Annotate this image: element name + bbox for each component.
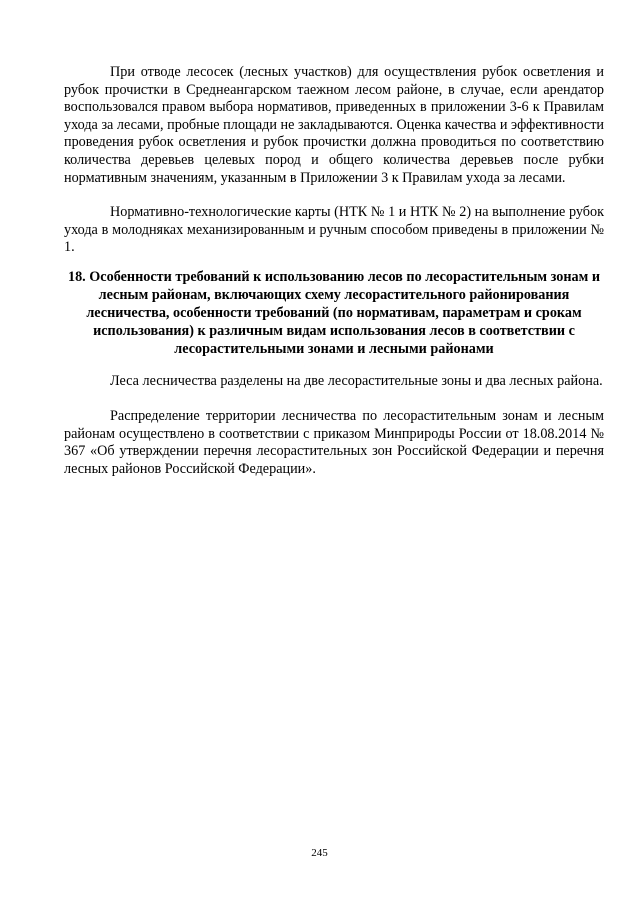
body-paragraph: При отводе лесосек (лесных участков) для осуществления рубок осветления и рубок прочистки в Среднеангарском таежном лесом районе, в случае, если арендатор воспользовался правом выбора нормативов, приведенных в приложении 3-6 к Правилам ухода за лесами, пробные площади не закладываются. Оценка качества и эффективности проведения рубок осветления и рубок прочистки должна проводиться по соответствию количества деревьев целевых пород и общего количества деревьев после рубки нормативным значениям, указанным в Приложении 3 к Правилам ухода за лесами. xyxy=(64,64,604,186)
body-paragraph: Нормативно-технологические карты (НТК № 1 и НТК № 2) на выполнение рубок ухода в молодняках механизированным и ручным способом приведены в приложении № 1. xyxy=(64,204,604,256)
section-heading: 18. Особенности требований к использованию лесов по лесорастительным зонам и лесным районам, включающих схему лесорастительного районирования лесничества, особенности требований (по нормативам, параметрам и срокам использования) к различным видам использования лесов в соответствии с лесорастительными зонами и лесными районами xyxy=(67,269,601,357)
section-paragraph: Распределение территории лесничества по лесорастительным зонам и лесным районам осуществлено в соответствии с приказом Минприроды России от 18.08.2014 № 367 «Об утверждении перечня лесорастительных зон Российской Федерации и перечня лесных районов Российской Федерации». xyxy=(64,408,604,477)
page-number: 245 xyxy=(311,847,328,859)
section-paragraph: Леса лесничества разделены на две лесорастительные зоны и два лесных района. xyxy=(110,373,603,389)
